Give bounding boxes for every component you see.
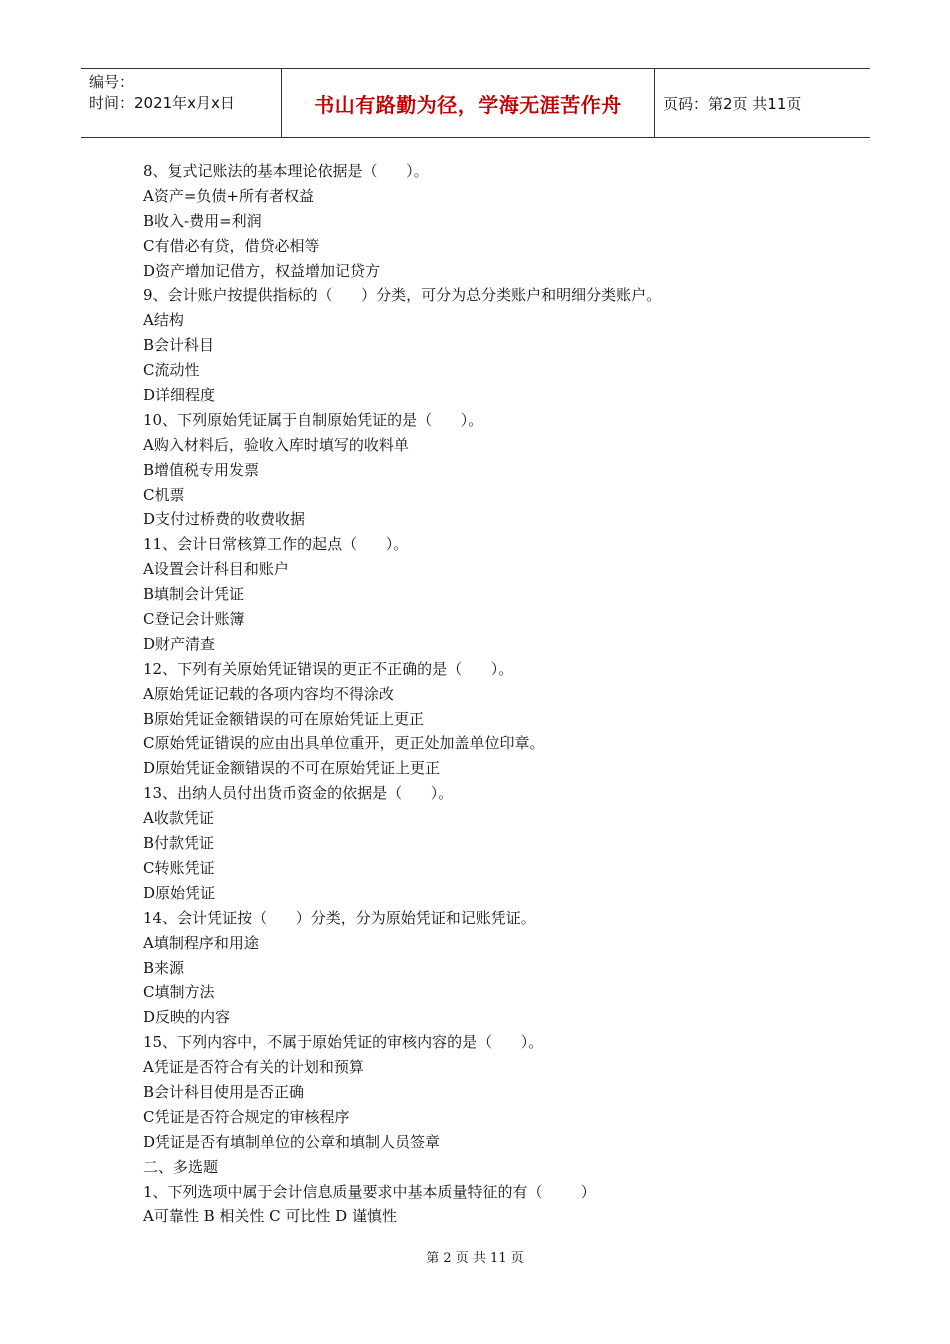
text-line: 11、会计日常核算工作的起点（ ）。	[143, 535, 409, 554]
text-line: D原始凭证	[143, 883, 216, 902]
text-line: D支付过桥费的收费收据	[143, 510, 306, 529]
text-line: D财产清查	[143, 634, 216, 653]
text-line: A原始凭证记载的各项内容均不得涂改	[143, 684, 394, 703]
text-line: D资产增加记借方，权益增加记贷方	[143, 261, 381, 280]
text-line: 14、会计凭证按（ ）分类，分为原始凭证和记账凭证。	[143, 908, 536, 927]
text-line: 15、下列内容中，不属于原始凭证的审核内容的是（ ）。	[143, 1033, 544, 1052]
header-page-number: 页码：第2页 共11页	[663, 94, 802, 113]
text-line: C凭证是否符合规定的审核程序	[143, 1107, 350, 1126]
text-line: B增值税专用发票	[143, 460, 260, 479]
text-line: C流动性	[143, 361, 200, 380]
text-line: A收款凭证	[143, 809, 214, 828]
question-content	[143, 159, 843, 1229]
text-line: C转账凭证	[143, 858, 215, 877]
text-line: 8、复式记账法的基本理论依据是（ ）。	[143, 162, 429, 180]
text-line: 10、下列原始凭证属于自制原始凭证的是（ ）。	[143, 410, 484, 429]
text-line: 13、出纳人员付出货币资金的依据是（ ）。	[143, 784, 454, 803]
text-line: C机票	[143, 485, 185, 504]
text-line: C原始凭证错误的应由出具单位重开，更正处加盖单位印章。	[143, 734, 545, 753]
document-number-label: 编号：	[89, 73, 135, 91]
text-line: B会计科目使用是否正确	[143, 1082, 305, 1101]
page-footer: 第 2 页 共 11 页	[426, 1251, 524, 1266]
text-line: A可靠性 B 相关性 C 可比性 D 谨慎性	[143, 1207, 397, 1226]
text-line: B会计科目	[143, 336, 215, 355]
text-line: B来源	[143, 958, 185, 977]
text-line: C有借必有贷，借贷必相等	[143, 236, 320, 255]
text-line: A设置会计科目和账户	[143, 560, 289, 579]
header-meta	[81, 69, 282, 137]
text-line: B付款凭证	[143, 834, 215, 853]
text-line: D反映的内容	[143, 1008, 231, 1027]
text-line: A购入材料后，验收入库时填写的收料单	[143, 435, 409, 454]
text-line: D原始凭证金额错误的不可在原始凭证上更正	[143, 759, 441, 778]
text-line: B原始凭证金额错误的可在原始凭证上更正	[143, 709, 425, 728]
text-line: D凭证是否有填制单位的公章和填制人员签章	[143, 1132, 441, 1151]
text-line: A填制程序和用途	[143, 933, 259, 952]
header-motto: 书山有路勤为径，学海无涯苦作舟	[282, 69, 655, 137]
document-date-label: 时间：2021年x月x日	[89, 94, 235, 112]
section-heading: 二、多选题	[143, 1157, 219, 1176]
text-line: A资产=负债+所有者权益	[143, 186, 314, 205]
page-header	[81, 68, 870, 138]
text-line: C登记会计账簿	[143, 610, 245, 629]
text-line: A结构	[143, 311, 184, 330]
text-line: C填制方法	[143, 983, 215, 1002]
text-line: 12、下列有关原始凭证错误的更正不正确的是（ ）。	[143, 659, 514, 678]
text-line: B收入-费用=利润	[143, 211, 262, 230]
text-line: B填制会计凭证	[143, 585, 245, 604]
text-line: D详细程度	[143, 386, 216, 405]
text-line: 1、下列选项中属于会计信息质量要求中基本质量特征的有（ ）	[143, 1182, 596, 1201]
text-line: A凭证是否符合有关的计划和预算	[143, 1058, 364, 1077]
text-line: 9、会计账户按提供指标的（ ）分类，可分为总分类账户和明细分类账户。	[143, 286, 662, 305]
